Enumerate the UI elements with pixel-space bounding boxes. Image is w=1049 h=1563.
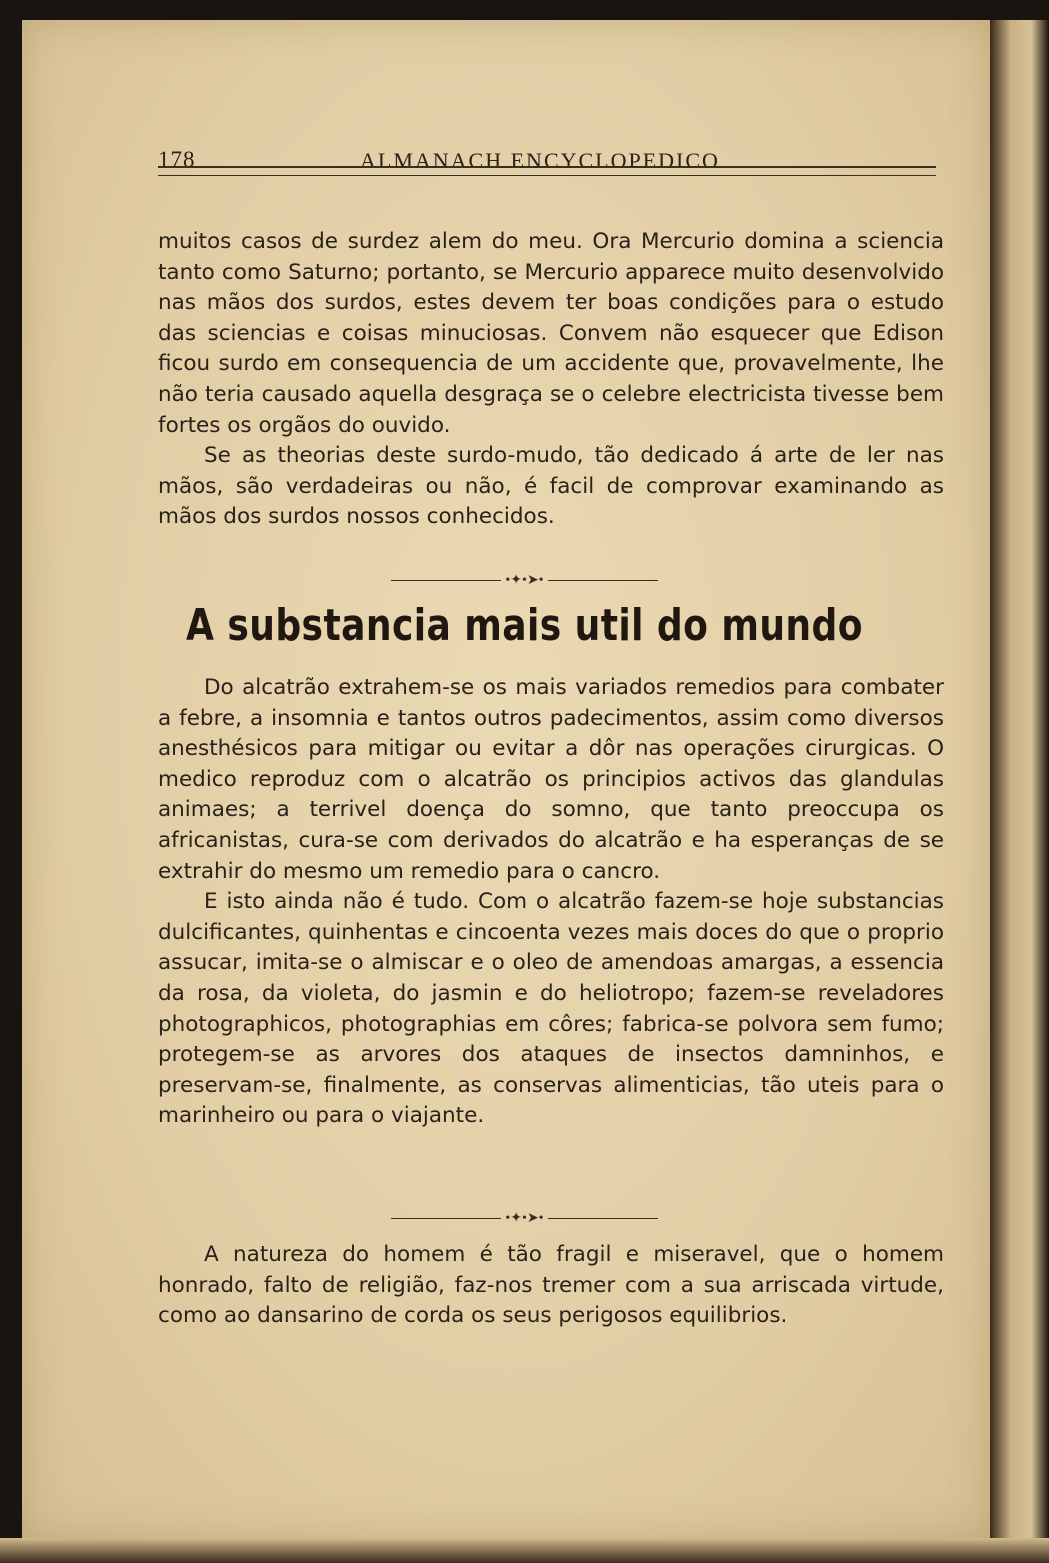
section-divider-ornament	[0, 572, 1049, 589]
continuation-text	[158, 227, 944, 533]
divider-line-right	[548, 1218, 658, 1219]
page-header	[0, 142, 1049, 182]
article-title: A substancia mais util do mundo	[186, 600, 863, 651]
continuation-paragraph-2: Se as theorias deste surdo-mudo, tão dedicado á arte de ler nas mãos, são verdadeiras ou não, é facil de comprovar examinando as mãos dos surdos nossos conhecidos.	[158, 443, 944, 530]
article-paragraph-2: E isto ainda não é tudo. Com o alcatrão fazem-se hoje substancias dulcificantes, quinhentas e cincoenta vezes mais doces do que o proprio assucar, imita-se o almiscar e o oleo de amendoas amargas, a essencia da rosa, da violeta, do jasmin e do heliotropo; fazem-se reveladores photographicos, photographias em côres; fabrica-se polvora sem fumo; protegem-se as arvores dos ataques de insectos damninhos, e preservam-se, finalmente, as conservas alimenticias, tão uteis para o marinheiro ou para o viajante.	[158, 889, 944, 1129]
running-title: ALMANACH ENCYCLOPEDICO	[360, 148, 720, 173]
divider-line-right	[548, 580, 658, 581]
page-number: 178	[158, 147, 196, 172]
divider-line-left	[391, 580, 501, 581]
fleuron-icon: •✦•➤•	[505, 1211, 544, 1226]
maxim-text: A natureza do homem é tão fragil e miseravel, que o homem honrado, falto de religião, faz-nos tremer com a sua arriscada virtude, como ao dansarino de corda os seus perigosos equilibrios.	[158, 1242, 944, 1329]
divider-line-left	[391, 1218, 501, 1219]
page-bottom-edge	[0, 1538, 1049, 1563]
maxim-divider-ornament	[0, 1210, 1049, 1227]
article-body	[158, 673, 944, 1132]
header-rule	[158, 166, 936, 176]
maxim-block	[158, 1240, 944, 1332]
fleuron-icon: •✦•➤•	[505, 573, 544, 588]
next-page-edge	[990, 20, 1049, 1563]
continuation-paragraph-1: muitos casos de surdez alem do meu. Ora Mercurio domina a sciencia tanto como Saturno; portanto, se Mercurio apparece muito desenvolvido nas mãos dos surdos, estes devem ter boas condições para o estudo das sciencias e coisas minuciosas. Convem não esquecer que Edison ficou surdo em consequencia de um accidente que, provavelmente, lhe não teria causado aquella desgraça se o celebre electricista tivesse bem fortes os orgãos do ouvido.	[158, 229, 944, 438]
article-paragraph-1: Do alcatrão extrahem-se os mais variados remedios para combater a febre, a insomnia e tantos outros padecimentos, assim como diversos anesthésicos para mitigar ou evitar a dôr nas operações cirurgicas. O medico reproduz com o alcatrão os principios activos das glandulas animaes; a terrivel doença do somno, que tanto preoccupa os africanistas, cura-se com derivados do alcatrão e ha esperanças de se extrahir do mesmo um remedio para o cancro.	[158, 675, 944, 884]
